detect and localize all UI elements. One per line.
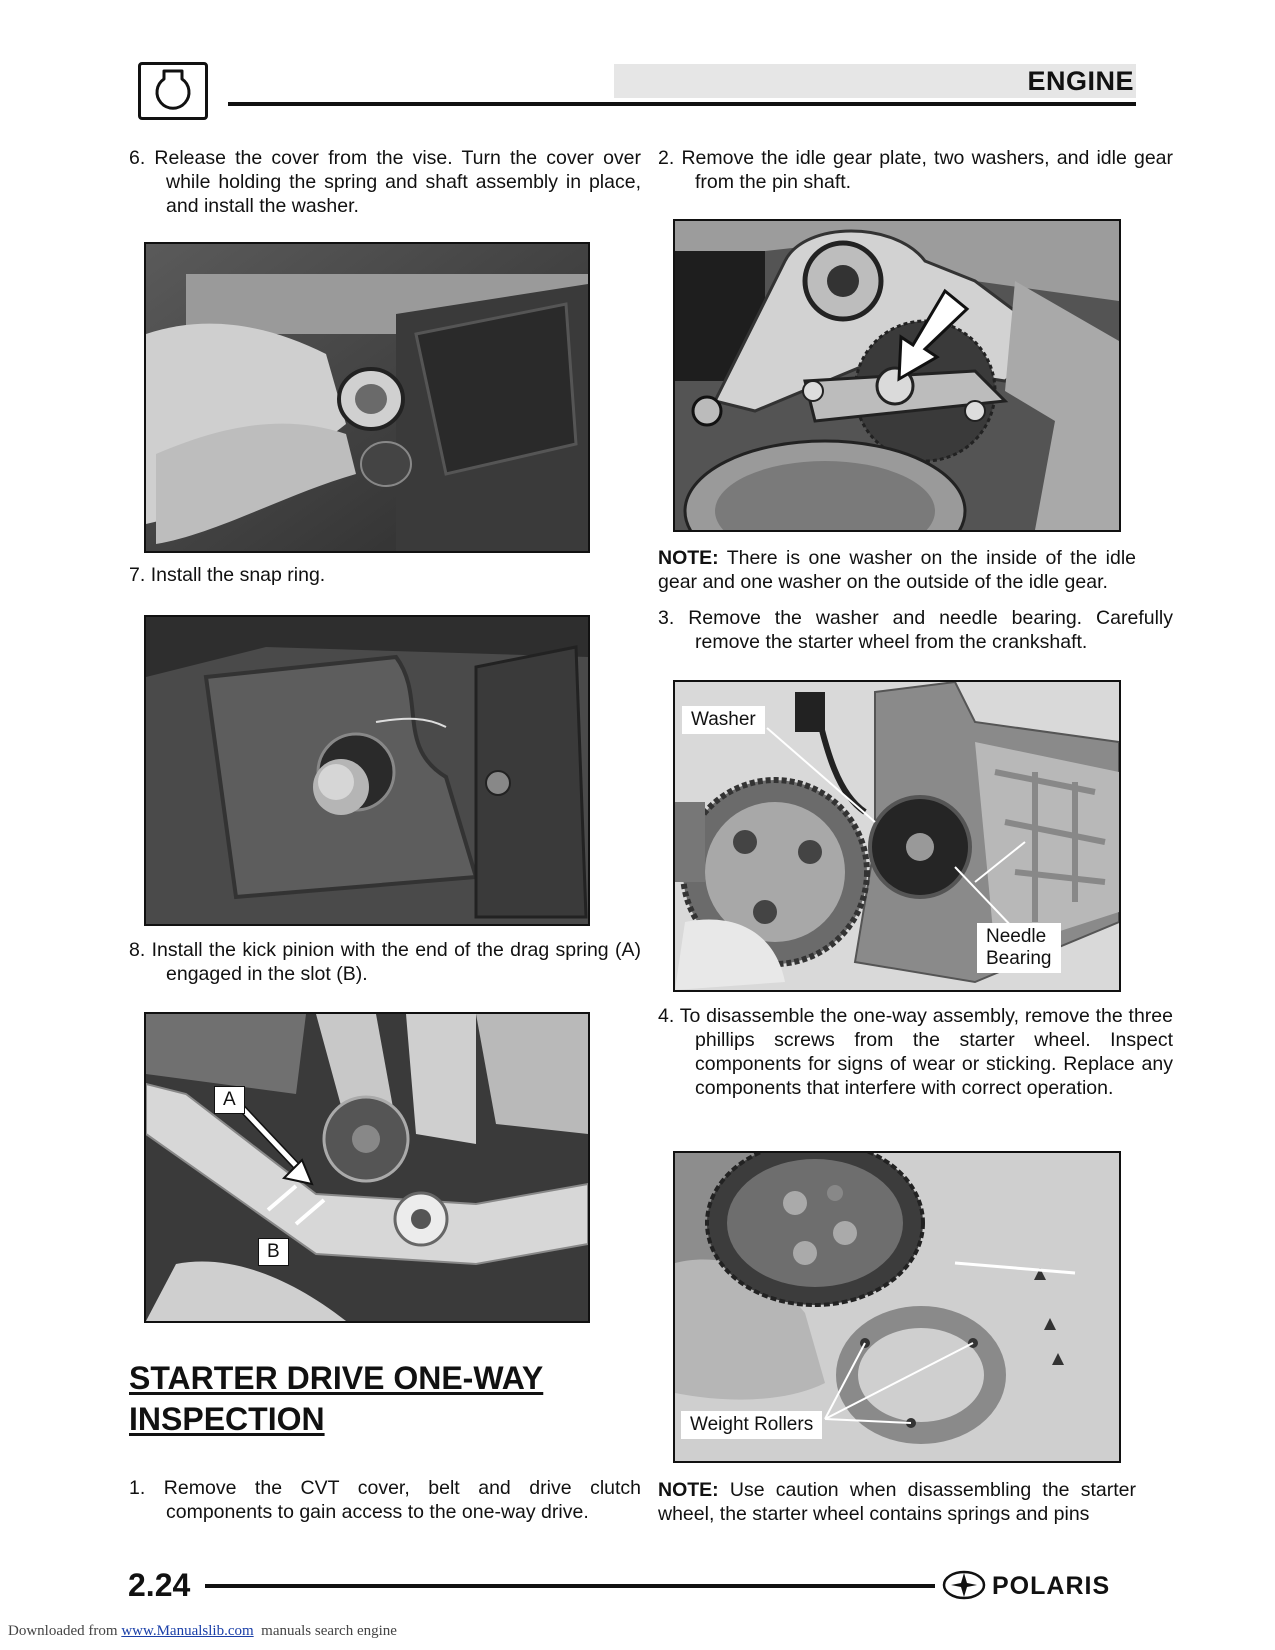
polaris-logo (942, 1568, 1142, 1602)
page-number: 2.24 (128, 1567, 191, 1603)
step-number: 7. (129, 564, 146, 586)
callout-needle-line-2: Bearing (986, 948, 1052, 969)
note-text: Use caution when disassembling the starter wheel, the starter wheel contains springs and pins (658, 1479, 1136, 1525)
step-number: 6. (129, 147, 146, 169)
note-caution (658, 1478, 1136, 1526)
step-6 (129, 146, 641, 218)
note-text: There is one washer on the inside of the idle gear and one washer on the outside of the idle gear. (658, 547, 1136, 593)
step-number: 1. (129, 1477, 146, 1499)
step-number: 2. (658, 147, 675, 169)
photo-idle-gear (673, 219, 1121, 532)
photo-one-way-parts (673, 1151, 1121, 1463)
download-note (8, 1623, 397, 1640)
section-heading (129, 1358, 609, 1440)
callout-washer: Washer (682, 706, 765, 734)
step-text: Remove the CVT cover, belt and drive clutch components to gain access to the one-way drive. (163, 1477, 642, 1523)
section-title: ENGINE (1027, 66, 1134, 96)
callout-needle-bearing (977, 923, 1061, 973)
heading-line-2: INSPECTION (129, 1401, 325, 1437)
download-prefix: Downloaded from (8, 1623, 122, 1639)
photo-kick-pinion (144, 1012, 590, 1323)
note-label: NOTE: (658, 1479, 719, 1501)
brand-wordmark: POLARIS (992, 1572, 1111, 1600)
callout-weight-rollers: Weight Rollers (681, 1411, 822, 1439)
step-text: Install the kick pinion with the end of the drag spring (A) engaged in the slot (B). (151, 939, 642, 985)
step-text: Remove the washer and needle bearing. Carefully remove the starter wheel from the crankshaft. (688, 607, 1173, 653)
step-number: 8. (129, 939, 146, 961)
callout-a: A (214, 1086, 245, 1114)
photo-washer-install (144, 242, 590, 553)
engine-icon (138, 62, 208, 120)
heading-line-1: STARTER DRIVE ONE-WAY (129, 1360, 544, 1396)
header-rule (228, 102, 1136, 106)
step-number: 3. (658, 607, 675, 629)
step-text: Release the cover from the vise. Turn the cover over while holding the spring and shaft assembly in place, and install the washer. (154, 147, 642, 217)
step-text: To disassemble the one-way assembly, remove the three phillips screws from the starter wheel. Inspect components for signs of wear or sticking. Replace any components that interfere with correct operation. (679, 1005, 1173, 1099)
step-text: Install the snap ring. (150, 564, 326, 586)
step-8 (129, 938, 641, 986)
step-2 (658, 146, 1173, 194)
step-3 (658, 606, 1173, 654)
step-text: Remove the idle gear plate, two washers, and idle gear from the pin shaft. (681, 147, 1174, 193)
callout-needle-line-1: Needle (986, 926, 1047, 947)
note-washers (658, 546, 1136, 594)
note-label: NOTE: (658, 547, 719, 569)
step-1 (129, 1476, 641, 1524)
manualslib-link[interactable]: www.Manualslib.com (121, 1623, 254, 1639)
step-number: 4. (658, 1005, 675, 1027)
photo-snap-ring (144, 615, 590, 926)
callout-b: B (258, 1238, 289, 1266)
step-4 (658, 1004, 1173, 1100)
step-7 (129, 563, 641, 587)
download-suffix: manuals search engine (253, 1623, 397, 1639)
photo-starter-wheel (673, 680, 1121, 992)
footer-rule (205, 1584, 935, 1588)
